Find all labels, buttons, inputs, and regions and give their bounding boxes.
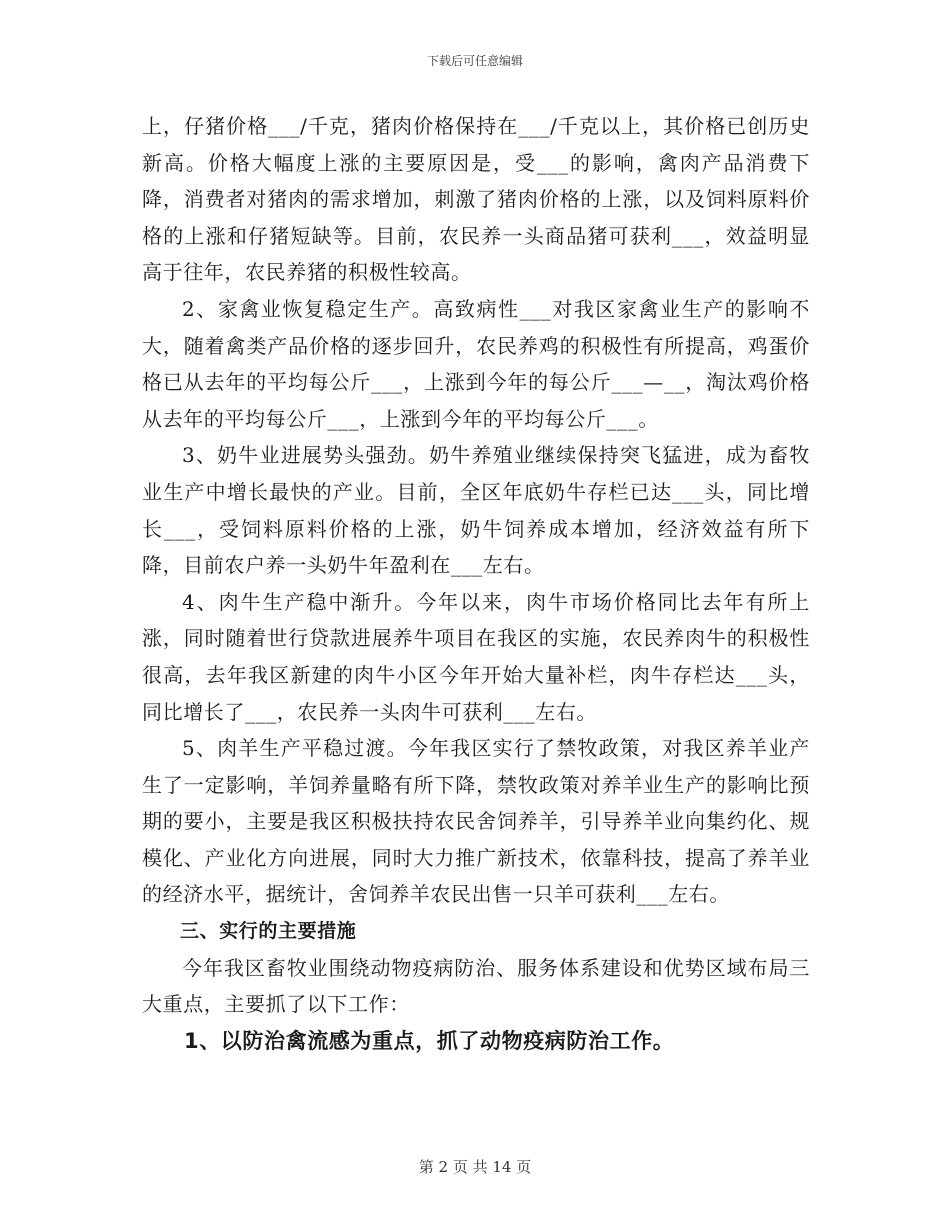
paragraph-pig-prices: 上，仔猪价格___/千克，猪肉价格保持在___/千克以上，其价格已创历史新高。价格大幅度上涨的主要原因是，受___的影响，禽肉产品消费下降，消费者对猪肉的需求增加，刺激了猪肉价格的上涨，以及饲料原料价格的上涨和仔猪短缺等。目前，农民养一头商品猪可获利___，效益明显高于往年，农民养猪的积极性较高。 [142,114,810,285]
paragraph-dairy-cattle: 3、奶牛业进展势头强劲。奶牛养殖业继续保持突飞猛进，成为畜牧业生产中增长最快的产业。目前，全区年底奶牛存栏已达___头，同比增长___，受饲料原料价格的上涨，奶牛饲养成本增加，经济效益有所下降，目前农户养一头奶牛年盈利在___左右。 [142,443,810,578]
subheading-disease-prevention: 1、以防治禽流感为重点，抓了动物疫病防治工作。 [184,1028,675,1053]
section-heading-measures: 三、实行的主要措施 [180,920,357,943]
page-number-footer: 第 2 页 共 14 页 [418,1158,532,1176]
paragraph-beef-cattle: 4、肉牛生产稳中渐升。今年以来，肉牛市场价格同比去年有所上涨，同时随着世行贷款进展养牛项目在我区的实施，农民养肉牛的积极性很高，去年我区新建的肉牛小区今年开始大量补栏，肉牛存栏达___头，同比增长了___，农民养一头肉牛可获利___左右。 [142,589,810,724]
document-body [142,108,810,1059]
paragraph-sheep: 5、肉羊生产平稳过渡。今年我区实行了禁牧政策，对我区养羊业产生了一定影响，羊饲养量略有所下降，禁牧政策对养羊业生产的影响比预期的要小，主要是我区积极扶持农民舍饲养羊，引导养羊业向集约化、规模化、产业化方向进展，同时大力推广新技术，依靠科技，提高了养羊业的经济水平，据统计，舍饲养羊农民出售一只羊可获利___左右。 [142,736,810,907]
page-header: 下载后可任意编辑 [426,54,523,68]
paragraph-poultry: 2、家禽业恢复稳定生产。高致病性___对我区家禽业生产的影响不大，随着禽类产品价格的逐步回升，农民养鸡的积极性有所提高，鸡蛋价格已从去年的平均每公斤___，上涨到今年的每公斤___—__，淘汰鸡价格从去年的平均每公斤___，上涨到今年的平均每公斤___。 [142,296,810,431]
paragraph-measures-intro: 今年我区畜牧业围绕动物疫病防治、服务体系建设和优势区域布局三大重点，主要抓了以下工作： [142,955,810,1017]
